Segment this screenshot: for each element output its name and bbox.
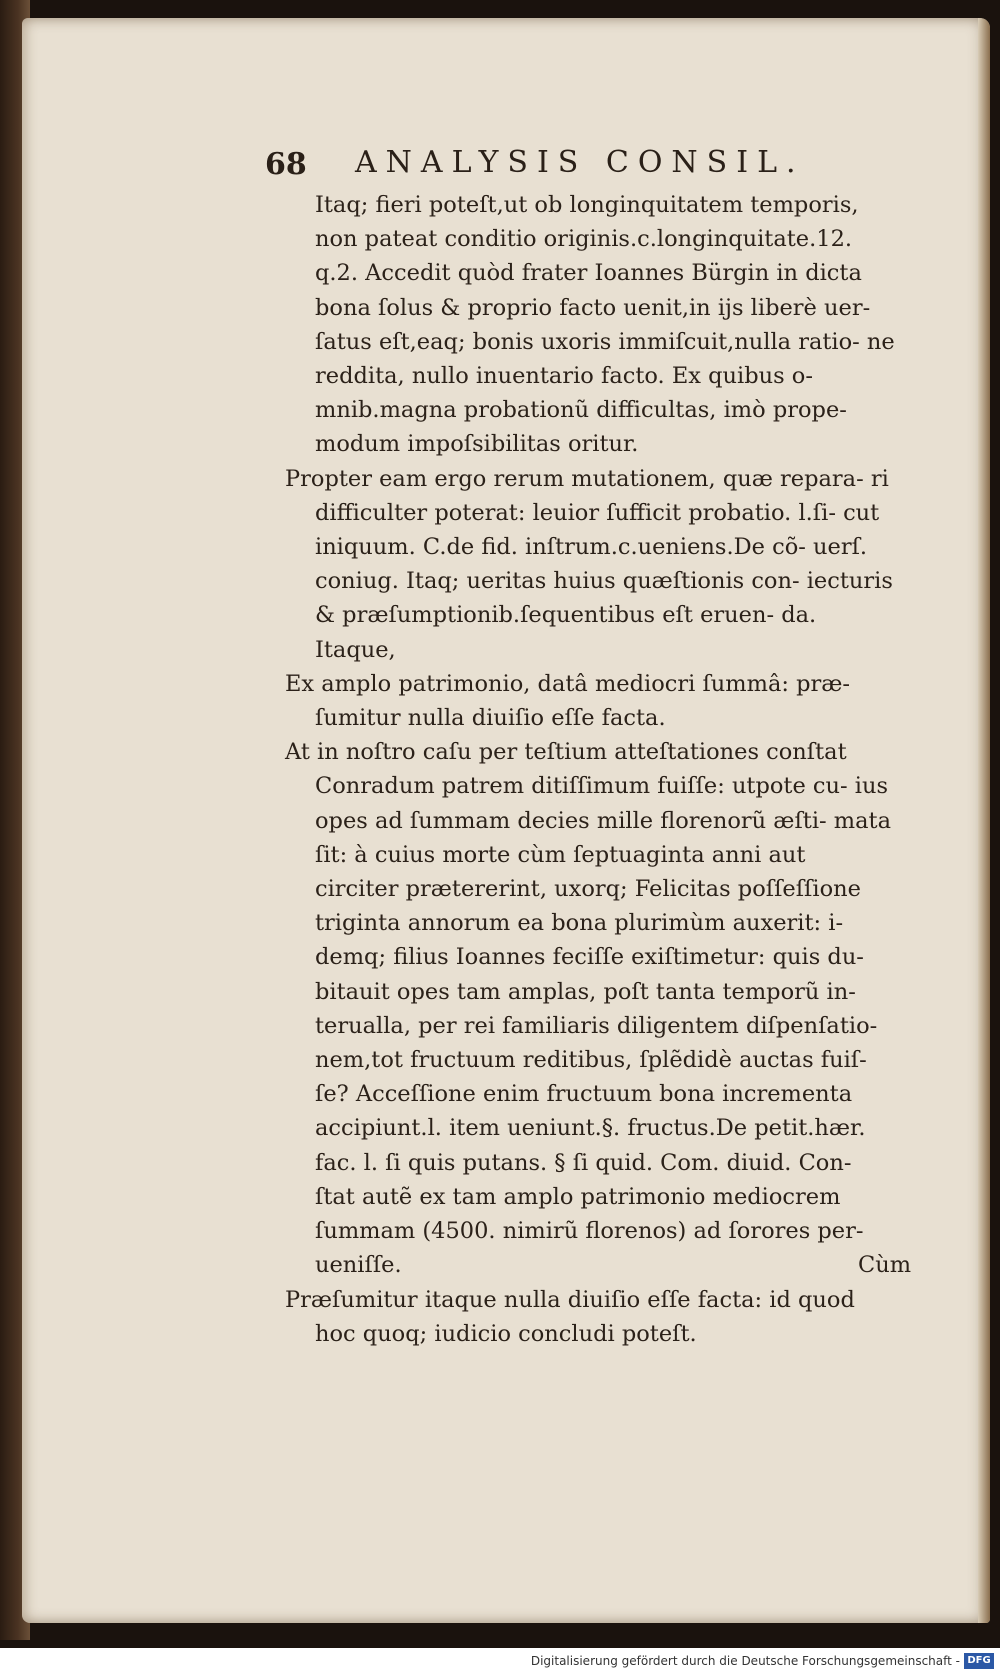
paragraph-4: At in noſtro caſu per teſtium atteſtationes conſtat Conradum patrem ditiſſimum fuiſſe: utpote cu‐ ius opes ad ſummam decies mille florenorũ æſti‐ mata ſit: à cuius morte cùm ſeptuaginta anni aut circiter prætererint, uxorq; Felicitas poſſeſſione triginta annorum ea bona plurimùm auxerit: i‐ demq; filius Ioannes feciſſe exiſtimetur: quis du‐ bitauit opes tam amplas, poſt tanta temporũ in‐ terualla, per rei familiaris diligentem diſpenſatio‐ nem,tot fructuum reditibus, ſplẽdidè auctas fuiſ‐ ſe? Acceſſione enim fructuum bona incrementa accipiunt.l. item ueniunt.§. fructus.De petit.hær. fac. l. ſi quis putans. § ſi quid. Com. diuid. Con‐ ſtat autẽ ex tam amplo patrimonio mediocrem ſummam (4500. nimirũ florenos) ad ſorores per‐ ueniſſe. (285, 739, 891, 1279)
catchword: Cùm (858, 1252, 912, 1278)
dfg-logo: DFG (964, 1653, 994, 1669)
paragraph-3: Ex amplo patrimonio, datâ mediocri ſummâ: præ‐ ſumitur nulla diuiſio eſſe facta. (285, 670, 851, 732)
body-text (285, 188, 895, 1351)
page-edge (978, 18, 990, 1623)
footer-bar (0, 1648, 1000, 1676)
paragraph-2: Propter eam ergo rerum mutationem, quæ repara‐ ri difficulter poterat: leuior ſufficit probatio. l.ſi‐ cut iniquum. C.de fid. inſtrum.c.ueniens.De cõ‐ uerſ. coniug. Itaq; ueritas huius quæſtionis con‐ iecturis & præſumptionib.ſequentibus eſt eruen‐ da. Itaque, (285, 465, 893, 663)
paragraph-5: Præſumitur itaque nulla diuiſio eſſe facta: id quod hoc quoq; iudicio concludi poteſt. (285, 1286, 855, 1347)
page-header (265, 145, 845, 187)
page-number: 68 (265, 147, 307, 182)
footer-credit: Digitalisierung gefördert durch die Deutsche Forschungsgemeinschaft - (530, 1654, 960, 1668)
paragraph-1: Itaq; fieri poteſt,ut ob longinquitatem temporis, non pateat conditio originis.c.longinquitate.12. q.2. Accedit quòd frater Ioannes Bürgin in dicta bona ſolus & proprio facto uenit,in ijs liberè uer‐ ſatus eſt,eaq; bonis uxoris immiſcuit,nulla ratio‐ ne reddita, nullo inuentario facto. Ex quibus o‐ mnib.magna probationũ difficultas, imò prope‐ modum impoſsibilitas oritur. (315, 192, 895, 458)
running-title: ANALYSIS CONSIL. (355, 145, 805, 180)
